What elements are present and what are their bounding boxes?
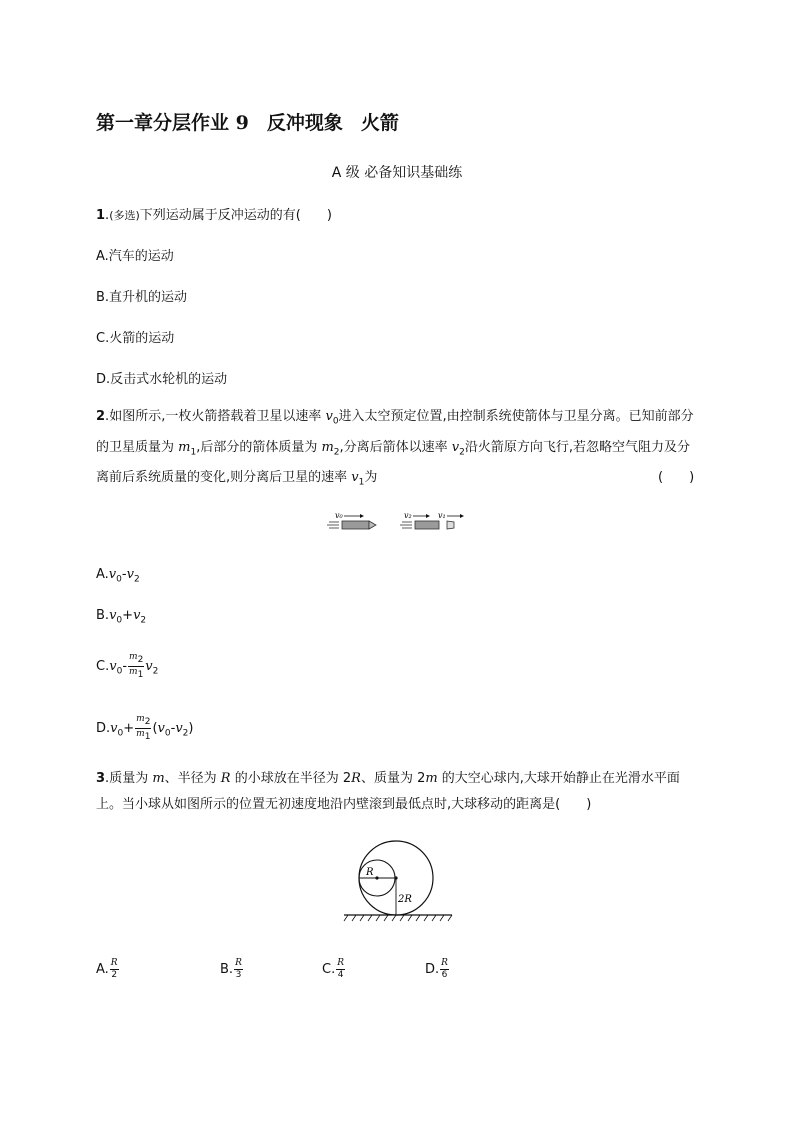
q3-number: 3	[96, 771, 106, 786]
q1-option-a[interactable]: A.汽车的运动	[96, 249, 174, 264]
q1-number: 1	[96, 208, 106, 223]
q1-option-b[interactable]: B.直升机的运动	[96, 290, 188, 305]
topic-rocket: 火箭	[360, 112, 399, 134]
q1-stem: 1.(多选)下列运动属于反冲运动的有( )	[96, 208, 332, 223]
q3-option-c[interactable]: C. $\frac{R}{4}$	[322, 958, 344, 980]
q1-tag: (多选)	[109, 209, 140, 222]
q2-answer-paren: ( )	[658, 470, 695, 485]
q1-option-c[interactable]: C.火箭的运动	[96, 331, 175, 346]
topic-recoil: 反冲现象	[266, 112, 343, 134]
chapter-label: 第一章	[96, 112, 154, 134]
q2-option-c[interactable]: $C.v_0-$ $\frac{m_2}{m_1}$ $v_2$	[96, 652, 159, 680]
ground-hatching	[344, 915, 452, 921]
q3-option-d[interactable]: D. $\frac{R}{6}$	[425, 958, 448, 980]
q1-text: 下列运动属于反冲运动的有( )	[139, 208, 332, 223]
q2-option-b[interactable]: $B.v_0+v_2$	[96, 608, 147, 626]
rocket-after	[400, 511, 464, 529]
label-big-radius: 2R	[398, 894, 412, 905]
section-title: A 级 必备知识基础练	[331, 165, 463, 181]
q3-option-a[interactable]: A. $\frac{R}{2}$	[96, 958, 118, 980]
assignment-label: 分层作业 9	[153, 112, 249, 134]
q2-stem: 2.如图所示,一枚火箭搭载着卫星以速率 $v_0$进入太空预定位置,由控制系统使箭体与卫星分离。已知前部分的卫星质量为 $m_1$,后部分的箭体质量为 $m_2$,分离后箭体以速率 $v_2$沿火箭原方向飞行,若忽略空气阻力及分离前后系统质量的变化,则分离后卫星的速率 $v_1$为	[96, 409, 694, 488]
fraction-m2-m1: $\frac{m_2}{m_1}$	[136, 714, 151, 742]
q2-option-a[interactable]: $A.v_0-v_2$	[96, 567, 140, 585]
label-v1: v₁	[438, 511, 446, 520]
sphere-figure	[340, 840, 456, 924]
q3-stem: 3.质量为 m、半径为 R 的小球放在半径为 2R、质量为 2m 的大空心球内,大球开始静止在光滑水平面上。当小球从如图所示的位置无初速度地沿内壁滚到最低点时,大球移动的距离是( )	[96, 771, 680, 812]
q1-option-d[interactable]: D.反击式水轮机的运动	[96, 372, 228, 387]
label-v2: v₂	[404, 511, 412, 520]
rocket-before	[327, 511, 376, 529]
rocket-separation-figure	[326, 508, 472, 534]
label-v0: v₀	[335, 511, 343, 520]
q2-number: 2	[96, 409, 106, 424]
label-small-radius: R	[366, 867, 374, 878]
q3-option-b[interactable]: B. $\frac{R}{3}$	[220, 958, 242, 980]
q2-option-d[interactable]: $D.v_0+$ $\frac{m_2}{m_1}$ $(v_0-v_2)$	[96, 714, 194, 742]
fraction-m2-m1: $\frac{m_2}{m_1}$	[129, 652, 144, 680]
page-title	[96, 108, 399, 135]
